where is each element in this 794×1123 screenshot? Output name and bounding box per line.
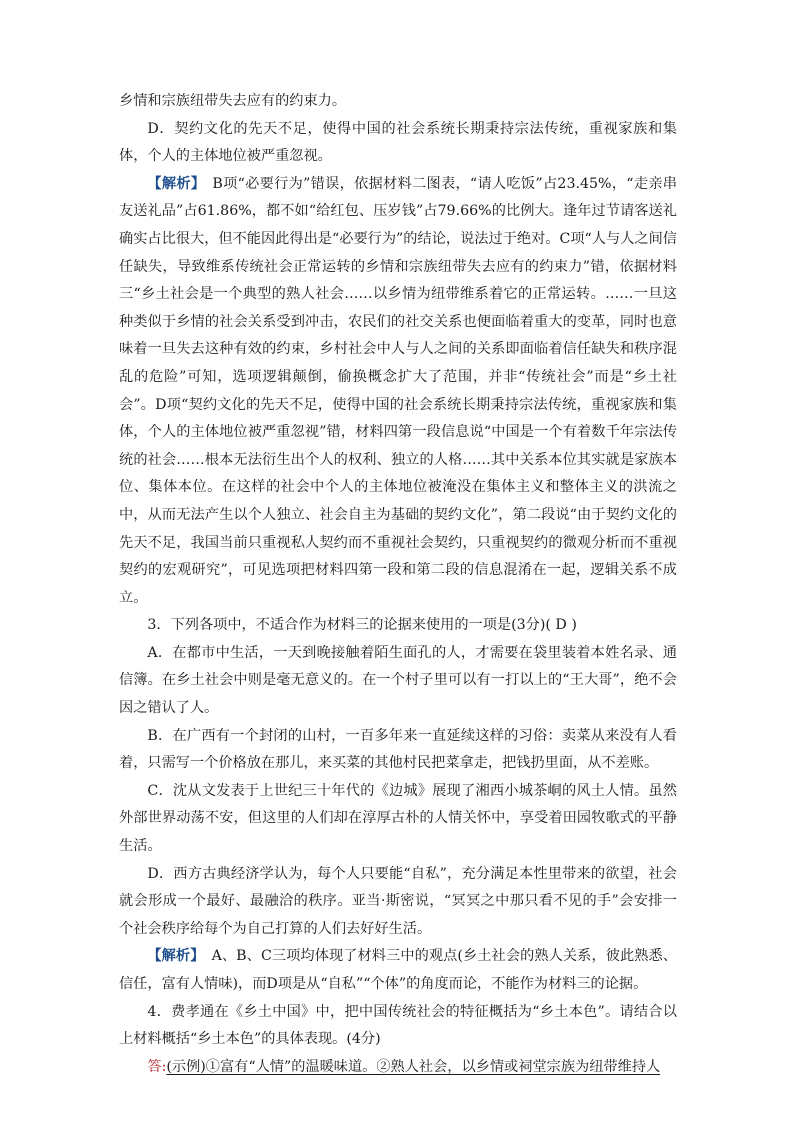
question-3-option-d: D．西方古典经济学认为，每个人只要能“自私”，充分满足本性里带来的欲望，社会就会形成一个最好、最融洽的秩序。亚当·斯密说，“冥冥之中那只看不见的手”会安排一个社会秩序给每个为自己打算的人们去好好生活。 bbox=[119, 865, 677, 937]
question-3-option-c: C．沈从文发表于上世纪三十年代的《边城》展现了湘西小城茶峒的风土人情。虽然外部世界动荡不安，但这里的人们却在淳厚古朴的人情关怀中，享受着田园牧歌式的平静生活。 bbox=[119, 782, 677, 855]
question-3-option-b: B．在广西有一个封闭的山村，一百多年来一直延续这样的习俗：卖菜从来没有人看着，只需写一个价格放在那儿，来买菜的其他村民把菜拿走，把钱扔里面，从不差账。 bbox=[119, 727, 677, 772]
analysis-text: A、B、C三项均体现了材料三中的观点(乡土社会的熟人关系，彼此熟悉、信任，富有人情味)，而D项是从“自私”“个体”的角度而论，不能作为材料三的论据。 bbox=[119, 948, 677, 992]
analysis-text: B项“必要行为”错误，依据材料二图表，“请人吃饭”占23.45%，“走亲串友送礼品”占61.86%，都不如“给红包、压岁钱”占79.66%的比例大。逢年过节请客送礼确实占比很大，但不能因此得出是“必要行为”的结论，说法过于绝对。C项“人与人之间信任缺失，导致维系传统社会正常运转的乡情和宗族纽带失去应有的约束力”错，依据材料三“乡土社会是一个典型的熟人社会……以乡情为纽带维系着它的正常运转。……一旦这种类似于乡情的社会关系受到冲击，农民们的社交关系也便面临着重大的变革，同时也意味着一旦失去这种有效的约束，乡村社会中人与人之间的关系即面临着信任缺失和秩序混乱的危险”可知，选项逻辑颠倒，偷换概念扩大了范围，并非“传统社会”而是“乡土社会”。D项“契约文化的先天不足，使得中国的社会系统长期秉持宗法传统，重视家族和集体，个人的主体地位被严重忽视”错，材料四第一段信息说“中国是一个有着数千年宗法传统的社会……根本无法衍生出个人的权利、独立的人格……其中关系本位其实就是家族本位、集体本位。在这样的社会中个人的主体地位被淹没在集体主义和整体主义的洪流之中，从而无法产生以个人独立、社会自主为基础的契约文化”，第二段说“由于契约文化的先天不足，我国当前只重视私人契约而不重视社会契约，只重视契约的微观分析而不重视契约的宏观研究”，可见选项把材料四第一段和第二段的信息混淆在一起，逻辑关系不成立。 bbox=[119, 175, 677, 606]
analysis-paragraph-q3 bbox=[119, 943, 677, 998]
paragraph-continuation: 乡情和宗族纽带失去应有的约束力。 bbox=[119, 93, 347, 109]
document-page bbox=[119, 88, 677, 1081]
answer-label: 答: bbox=[147, 1058, 167, 1075]
option-d-text: D．契约文化的先天不足，使得中国的社会系统长期秉持宗法传统，重视家族和集体，个人的主体地位被严重忽视。 bbox=[119, 120, 677, 165]
question-3-option-a: A．在都市中生活，一天到晚接触着陌生面孔的人，才需要在袋里装着本姓名录、通信簿。在乡土社会中则是毫无意义的。在一个村子里可以有一打以上的“王大哥”，绝不会因之错认了人。 bbox=[119, 644, 677, 717]
question-3: 3．下列各项中，不适合作为材料三的论据来使用的一项是(3分)( D ) bbox=[147, 617, 577, 634]
answer-paragraph bbox=[119, 1054, 677, 1082]
question-4: 4．费孝通在《乡土中国》中，把中国传统社会的特征概括为“乡土本色”。请结合以上材料概括“乡土本色”的具体表现。(4分) bbox=[119, 1003, 677, 1048]
analysis-paragraph-q2 bbox=[119, 171, 677, 613]
analysis-label: 【解析】 bbox=[147, 175, 206, 192]
answer-text: (示例)①富有“人情”的温暖味道。②熟人社会，以乡情或祠堂宗族为纽带维持人 bbox=[166, 1058, 661, 1075]
analysis-label: 【解析】 bbox=[147, 948, 205, 965]
